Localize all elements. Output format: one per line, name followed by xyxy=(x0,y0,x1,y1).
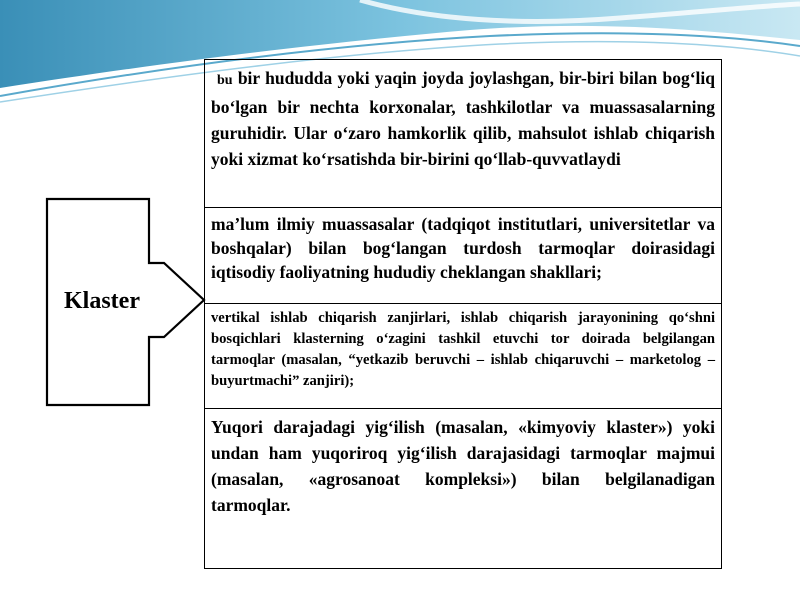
definition-cell-3 xyxy=(205,304,721,409)
definition-cell-1 xyxy=(205,60,721,208)
definition-cell-4 xyxy=(205,409,721,570)
definition-cell-2 xyxy=(205,208,721,304)
definition-3-text: vertikal ishlab chiqarish zanjirlari, ishlab chiqarish jarayonining qo‘shni bosqichlari klasterning o‘zagini tashkil etuvchi tor doirada belgilangan tarmoqlar (masalan, “yetkazib beruvchi – ishlab chiqaruvchi – marketolog – buyurtmachi” zanjiri); xyxy=(211,310,715,389)
definitions-table xyxy=(204,59,722,569)
definition-1-lead: bu xyxy=(217,73,233,88)
klaster-title: Klaster xyxy=(64,288,140,314)
definition-4-text: Yuqori darajadagi yig‘ilish (masalan, «kimyoviy klaster») yoki undan ham yuqoriroq yig‘ilish darajasidagi tarmoqlar majmui (masalan, «agrosanoat kompleksi») bilan belgilanadigan tarmoqlar. xyxy=(211,417,715,515)
definition-1-text: bir hududda yoki yaqin joyda joylashgan, bir-biri bilan bog‘liq bo‘lgan bir nechta korxonalar, tashkilotlar va muassasalarning guruhidir. Ular o‘zaro hamkorlik qilib, mahsulot ishlab chiqarish yoki xizmat ko‘rsatishda bir-birini qo‘llab-quvvatlaydi xyxy=(211,68,715,169)
definition-2-text: ma’lum ilmiy muassasalar (tadqiqot institutlari, universitetlar va boshqalar) bilan bog‘langan turdosh tarmoqlar doirasidagi iqtisodiy faoliyatning hududiy cheklangan shakllari; xyxy=(211,214,715,282)
